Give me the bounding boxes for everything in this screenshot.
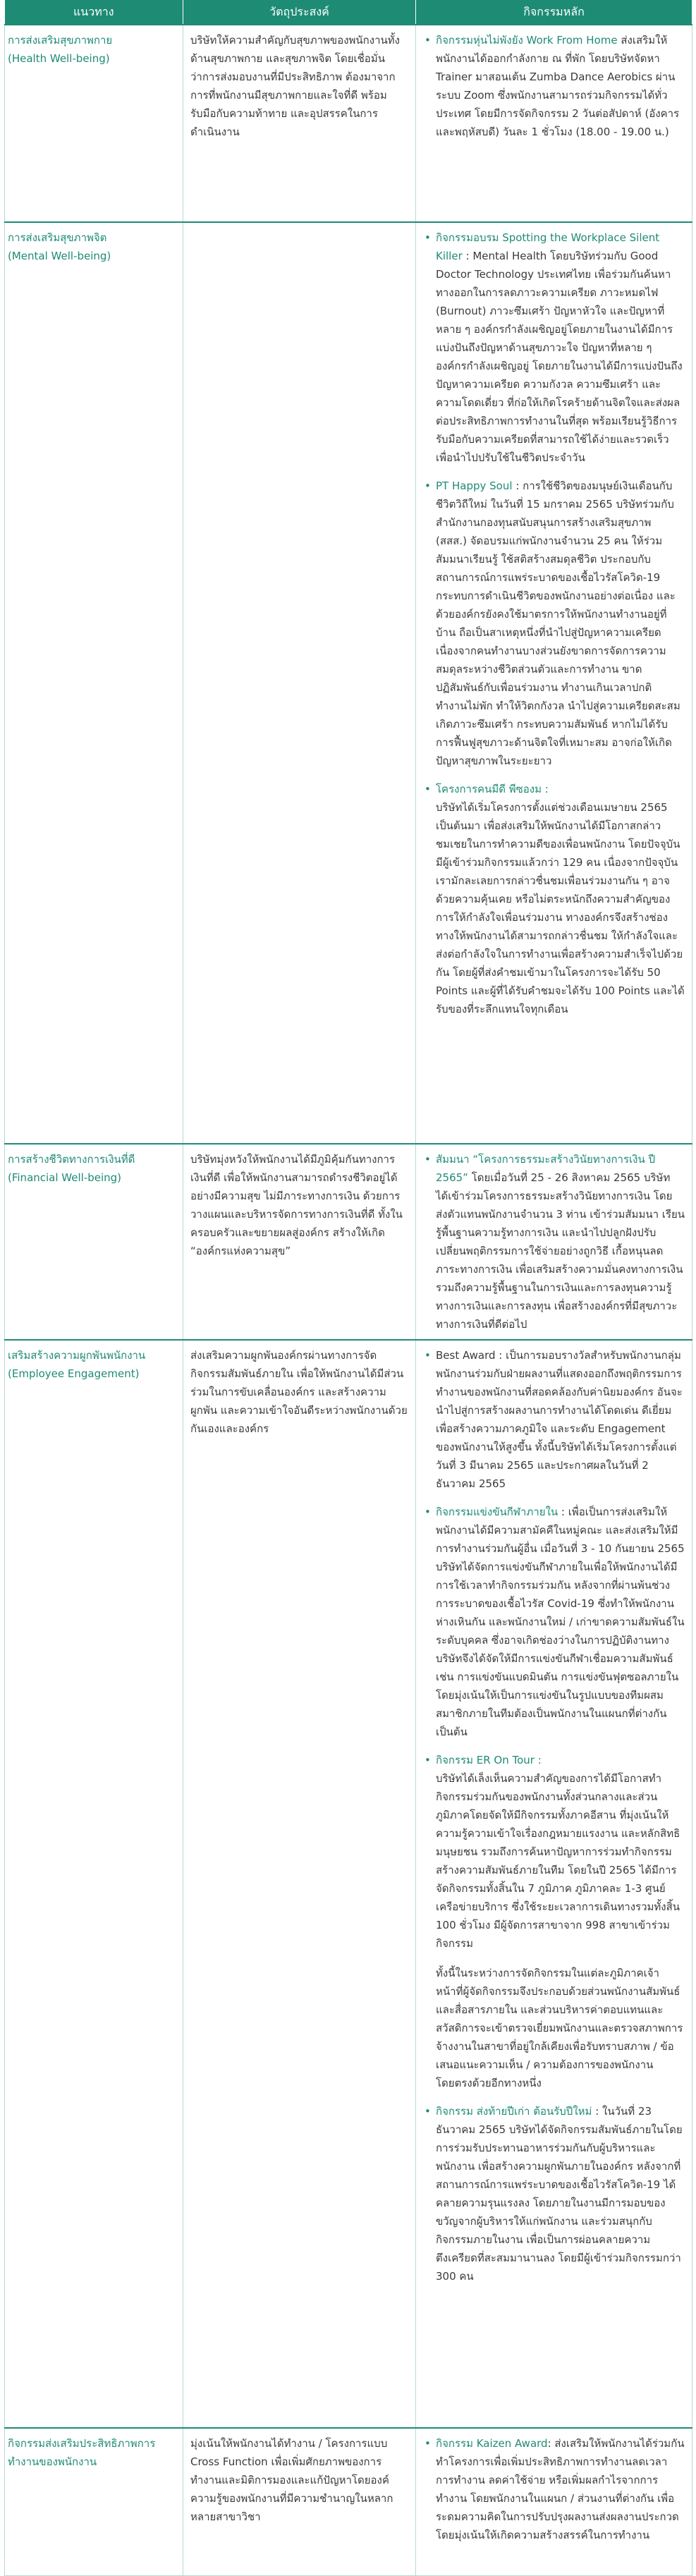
activity-title: กิจกรรมแข่งขันกีฬาภายใน <box>436 1506 558 1518</box>
activity-title: สัมมนา “โครงการธรรมะสร้างวินัยทางการเงิน ปี 2565” <box>436 1153 656 1184</box>
bullet-icon: • <box>425 2437 431 2450</box>
activity-item <box>423 228 685 467</box>
activity-text: โดยเมื่อวันที่ 25 - 26 สิงหาคม 2565 บริษัท ได้เข้าร่วมโครงการธรรมะสร้างวินัยทางการเงิน โดยส่งตัวแทนพนักงานจำนวน 3 ท่าน เข้าร่วมสัมมนา เรียนรู้พื้นฐานความรู้ทางการเงิน และนำไปปลูกฝังปรับเปลี่ยนพฤติกรรมการใช้จ่ายอย่างถูกวิธี เกื้อหนุนลดภาระทางการเงิน เพื่อเสริมสร้างความมั่นคงทางการเงิน รวมถึงความรู้พื้นฐานในการเงินและการลงทุนความรู้ทางการเงินและการลงทุน เพื่อสร้างองค์กรที่มีสุขภาวะทางการเงินที่ดีต่อไป <box>436 1171 685 1331</box>
approach-title: การส่งเสริมสุขภาพกาย <box>8 34 113 47</box>
activity-title: กิจกรรม Kaizen Award <box>436 2437 548 2450</box>
activity-item <box>423 2102 685 2285</box>
approach-subtitle: (Financial Well-being) <box>8 1171 122 1184</box>
activities-cell <box>416 222 692 1144</box>
approach-cell <box>5 222 183 1144</box>
activity-item <box>423 31 685 141</box>
activity-item <box>423 1346 685 1493</box>
approach-cell <box>5 25 183 222</box>
approach-cell <box>5 1144 183 1340</box>
activity-text: : การใช้ชีวิตของมนุษย์เงินเดือนกับชีวิตวิถีใหม่ ในวันที่ 15 มกราคม 2565 บริษัทร่วมกับสำนักงานกองทุนสนับสนุนการสร้างเสริมสุขภาพ (สสส.) จัดอบรมแก่พนักงานจำนวน 25 คน ให้ร่วมสัมมนาเรียนรู้ ใช้สติสร้างสมดุลชีวิต ประกอบกับสถานการณ์การแพร่ระบาดของเชื้อไวรัสโควิด-19 กระทบการดำเนินชีวิตของพนักงานอย่างต่อเนื่อง และด้วยองค์กรยังคงใช้มาตรการให้พนักงานทำงานอยู่ที่บ้าน ถือเป็นสาเหตุหนึ่งที่นำไปสู่ปัญหาความเครียด เนื่องจากคนทำงานบางส่วนยังขาดการจัดการความสมดุลระหว่างชีวิตส่วนตัวและการทำงาน ขาดปฏิสัมพันธ์กับเพื่อนร่วมงาน ทำงานเกินเวลาปกติ ทำงานไม่พัก ทำให้วิตกกังวล นำไปสู่ความเครียดสะสม เกิดภาวะซึมเศร้า กระทบความสัมพันธ์ หากไม่ได้รับการฟื้นฟูสุขภาวะด้านจิตใจที่เหมาะสม อาจก่อให้เกิดปัญหาสุขภาพในระยะยาว <box>436 480 680 767</box>
activities-cell <box>416 1144 692 1340</box>
activity-item <box>423 780 685 1018</box>
table-header-row <box>5 0 692 25</box>
activity-text: Best Award : เป็นการมอบรางวัลสำหรับพนักงานกลุ่มพนักงานร่วมกับฝ่ายผลงานที่แสดงออกถึงพฤติกรรมการทำงานของพนักงานที่สอดคล้องกับค่านิยมองค์กร อันจะนำไปสู่การสร้างผลงานการทำงานได้โดดเด่น ดีเยี่ยม เพื่อสร้างความภาคภูมิใจ และระดับ Engagement ของพนักงานให้สูงขึ้น ทั้งนี้บริษัทได้เริ่มโครงการตั้งแต่วันที่ 3 มีนาคม 2565 และประกาศผลในวันที่ 2 ธันวาคม 2565 <box>436 1349 683 1490</box>
activity-title: PT Happy Soul <box>436 480 513 492</box>
activity-text: บริษัทได้เริ่มโครงการตั้งแต่ช่วงเดือนเมษายน 2565 เป็นต้นมา เพื่อส่งเสริมให้พนักงานได้มีโอกาสกล่าวชมเชยในการทำความดีของเพื่อนพนักงาน โดยปัจจุบันมีผู้เข้าร่วมกิจกรรมแล้วกว่า 129 คน เนื่องจากปัจจุบันเรามักละเลยการกล่าวชื่นชมเพื่อนร่วมงานกัน ๆ อาจด้วยความคุ้นเคย หรือไม่ตระหนักถึงความสำคัญของการให้กำลังใจเพื่อนร่วมงาน ทางองค์กรจึงสร้างช่องทางให้พนักงานได้สามารถกล่าวชื่นชม ให้กำลังใจและส่งต่อกำลังใจในการทำงานเพื่อสร้างความสำเร็จไปด้วยกัน โดยผู้ที่ส่งคำชมเข้ามาในโครงการจะได้รับ 50 Points และผู้ที่ได้รับคำชมจะได้รับ 100 Points และได้รับของที่ระลึกแทนใจทุกเดือน <box>436 801 685 1015</box>
bullet-icon: • <box>425 2105 431 2118</box>
approach-title: การส่งเสริมสุขภาพจิต <box>8 231 107 244</box>
activity-title: กิจกรรม ER On Tour : <box>436 1754 542 1766</box>
activity-text: ส่งเสริมให้พนักงานได้ออกกำลังกาย ณ ที่พัก โดยบริษัทจัดหา Trainer มาสอนเต้น Zumba Dance Aerobics ผ่านระบบ Zoom ซึ่งพนักงานสามารถร่วมกิจกรรมได้ทั่วประเทศ โดยมีการจัดกิจกรรม 2 วันต่อสัปดาห์ (อังคาร และพฤหัสบดี) วันละ 1 ชั่วโมง (18.00 - 19.00 น.) <box>436 34 680 138</box>
header-approach: แนวทาง <box>5 0 183 25</box>
bullet-icon: • <box>425 783 431 795</box>
activities-cell <box>416 1340 692 2428</box>
table-row <box>5 25 692 222</box>
activity-title: กิจกรรมหุ่นไม่พังยัง Work From Home <box>436 34 618 47</box>
objective-cell: บริษัทมุ่งหวังให้พนักงานได้มีภูมิคุ้มกันทางการเงินที่ดี เพื่อให้พนักงานสามารถดำรงชีวิตอยู่ได้อย่างมีความสุข ไม่มีภาระทางการเงิน ด้วยการวางแผนและบริหารจัดการทางการเงินที่ดี ทั้งในครอบครัวและขยายผลสู่องค์กร สร้างให้เกิด “องค์กรแห่งความสุข” <box>183 1144 416 1340</box>
objective-cell: บริษัทให้ความสำคัญกับสุขภาพของพนักงานทั้งด้านสุขภาพกาย และสุขภาพจิต โดยเชื่อมั่นว่าการส่งมอบงานที่มีประสิทธิภาพ ต้องมาจากการที่พนักงานมีสุขภาพกายและใจที่ดี พร้อมรับมือกับความท้าทาย และอุปสรรคในการดำเนินงาน <box>183 25 416 222</box>
approach-cell <box>5 2428 183 2576</box>
activity-text: : ในวันที่ 23 ธันวาคม 2565 บริษัทได้จัดกิจกรรมสัมพันธ์ภายในโดยการร่วมรับประทานอาหารร่วมกันกับผู้บริหารและพนักงาน เพื่อสร้างความผูกพันภายในองค์กร หลังจากที่สถานการณ์การแพร่ระบาดของเชื้อไวรัสโควิด-19 ได้คลายความรุนแรงลง โดยภายในงานมีการมอบของขวัญจากผู้บริหารให้แก่พนักงาน และร่วมสนุกกับกิจกรรมภายในงาน เพื่อเป็นการผ่อนคลายความตึงเครียดที่สะสมมานานลง โดยมีผู้เข้าร่วมกิจกรรมกว่า 300 คน <box>436 2105 683 2283</box>
objective-cell <box>183 222 416 1144</box>
bullet-icon: • <box>425 1754 431 1766</box>
bullet-icon: • <box>425 480 431 492</box>
activity-item <box>423 477 685 770</box>
wellbeing-table <box>4 0 692 2576</box>
activities-cell <box>416 2428 692 2576</box>
header-objective: วัตถุประสงค์ <box>183 0 416 25</box>
activity-text: ทั้งนี้ในระหว่างการจัดกิจกรรมในแต่ละภูมิภาคเจ้าหน้าที่ผู้จัดกิจกรรมจึงประกอบด้วยส่วนพนักงานสัมพันธ์และสื่อสารภายใน และส่วนบริหารค่าตอบแทนและสวัสดิการจะเข้าตรวจเยี่ยมพนักงานและตรวจสภาพการจ้างงานในสาขาที่อยู่ใกล้เคียงเพื่อรับทราบสภาพ / ข้อเสนอแนะความเห็น / ความต้องการของพนักงานโดยตรงด้วยอีกทางหนึ่ง <box>436 1967 683 2089</box>
approach-cell <box>5 1340 183 2428</box>
activity-item <box>423 1150 685 1333</box>
activity-title: โครงการคนมีดี พีซองม : <box>436 783 549 795</box>
header-activities: กิจกรรมหลัก <box>416 0 692 25</box>
activities-cell <box>416 25 692 222</box>
approach-title: การสร้างชีวิตทางการเงินที่ดี <box>8 1153 135 1166</box>
bullet-icon: • <box>425 34 431 47</box>
table-row <box>5 1340 692 2428</box>
activity-text: : เพื่อเป็นการส่งเสริมให้พนักงานได้มีความสามัคคีในหมู่คณะ และส่งเสริมให้มีการทำงานร่วมกันผู้อื่น เมื่อวันที่ 3 - 10 กันยายน 2565 บริษัทได้จัดการแข่งขันกีฬาภายในเพื่อให้พนักงานได้มีการใช้เวลาทำกิจกรรมร่วมกัน หลังจากที่ผ่านพ้นช่วงการระบาดของเชื้อไวรัส Covid-19 ซึ่งทำให้พนักงานห่างเหินกัน และพนักงานใหม่ / เก่าขาดความสัมพันธ์ในระดับบุคคล ซึ่งอาจเกิดช่องว่างในการปฏิบัติงานทางบริษัทจึงได้จัดให้มีการแข่งขันกีฬาเชื่อมความสัมพันธ์ เช่น การแข่งขันแบดมินตัน การแข่งขันฟุตซอลภายใน โดยมุ่งเน้นให้เป็นการแข่งขันในรูปแบบของทีมผสม สมาชิกภายในทีมต้องเป็นพนักงานในแผนกที่ต่างกัน เป็นต้น <box>436 1506 685 1738</box>
approach-title: เสริมสร้างความผูกพันพนักงาน <box>8 1349 146 1362</box>
approach-subtitle: (Employee Engagement) <box>8 1367 140 1380</box>
bullet-icon: • <box>425 1153 431 1166</box>
bullet-icon: • <box>425 1506 431 1518</box>
objective-cell: ส่งเสริมความผูกพันองค์กรผ่านทางการจัดกิจกรรมสัมพันธ์ภายใน เพื่อให้พนักงานได้มีส่วนร่วมในการขับเคลื่อนองค์กร และสร้างความผูกพัน และความเข้าใจอันดีระหว่างพนักงานด้วยกันเองและองค์กร <box>183 1340 416 2428</box>
bullet-icon: • <box>425 231 431 244</box>
activity-title: กิจกรรมอบรม Spotting the Workplace Silent Killer <box>436 231 660 262</box>
activity-text: บริษัทได้เล็งเห็นความสำคัญของการได้มีโอกาสทำกิจกรรมร่วมกันของพนักงานทั้งส่วนกลางและส่วนภูมิภาคโดยจัดให้มีกิจกรรมทั้งภาคอีสาน ที่มุ่งเน้นให้ความรู้ความเข้าใจเรื่องกฎหมายแรงงาน และหลักสิทธิมนุษยชน รวมถึงการค้นหาปัญหาการร่วมทำกิจกรรมสร้างความสัมพันธ์ภายในทีม โดยในปี 2565 ได้มีการจัดกิจกรรมทั้งสิ้นใน 7 ภูมิภาค ภูมิภาคละ 1-3 ศูนย์เครือข่ายบริการ ซึ่งใช้ระยะเวลาการเดินทางรวมทั้งสิ้น 100 ชั่วโมง มีผู้จัดการสาขาจาก 998 สาขาเข้าร่วมกิจกรรม <box>436 1772 680 1950</box>
table-row <box>5 1144 692 1340</box>
approach-subtitle: (Health Well-being) <box>8 52 110 65</box>
activity-item <box>423 1751 685 2092</box>
approach-title: กิจกรรมส่งเสริมประสิทธิภาพการทำงานของพนักงาน <box>8 2437 156 2468</box>
bullet-icon: • <box>425 1349 431 1362</box>
objective-cell: มุ่งเน้นให้พนักงานได้ทำงาน / โครงการแบบ Cross Function เพื่อเพิ่มศักยภาพของการทำงานและมิติการมองและแก้ปัญหาโดยองค์ความรู้ของพนักงานที่มีความชำนาญในหลากหลายสาขาวิชา <box>183 2428 416 2576</box>
table-row <box>5 2428 692 2576</box>
activity-text: : Mental Health โดยบริษัทร่วมกับ Good Doctor Technology ประเทศไทย เพื่อร่วมกันค้นหาทางออกในการลดภาวะความเครียด ภาวะหมดไฟ (Burnout) ภาวะซึมเศร้า ปัญหาหัวใจ และปัญหาที่หลาย ๆ องค์กรกำลังเผชิญอยู่โดยภายในงานได้มีการแบ่งปันถึงปัญหาด้านสุขภาวะใจ ปัญหาที่หลาย ๆ องค์กรกำลังเผชิญอยู่ โดยภายในงานได้มีการแบ่งปันถึงปัญหาความเครียด ความกังวล ความซึมเศร้า และความโดดเดี่ยว ที่ก่อให้เกิดโรคร้ายด้านจิตใจและส่งผลต่อประสิทธิภาพการทำงานในที่สุด พร้อมเรียนรู้วิธีการรับมือกับความเครียดที่สามารถใช้ได้ง่ายและรวดเร็ว เพื่อนำไปปรับใช้ในชีวิตประจำวัน <box>436 250 683 464</box>
table-row <box>5 222 692 1144</box>
activity-item <box>423 1503 685 1741</box>
approach-subtitle: (Mental Well-being) <box>8 250 111 262</box>
activity-title: กิจกรรม ส่งท้ายปีเก่า ต้อนรับปีใหม่ <box>436 2105 592 2118</box>
activity-text: : ส่งเสริมให้พนักงานได้ร่วมกันทำโครงการเพื่อเพิ่มประสิทธิภาพการทำงานลดเวลาการทำงาน ลดค่าใช้จ่าย หรือเพิ่มผลกำไรจากการทำงาน โดยพนักงานในแผนก / ส่วนงานที่ต่างกัน เพื่อระดมความคิดในการปรับปรุงผลงานส่งผลงานประกวดโดยมุ่งเน้นให้เกิดความสร้างสรรค์ในการทำงาน <box>436 2437 685 2541</box>
